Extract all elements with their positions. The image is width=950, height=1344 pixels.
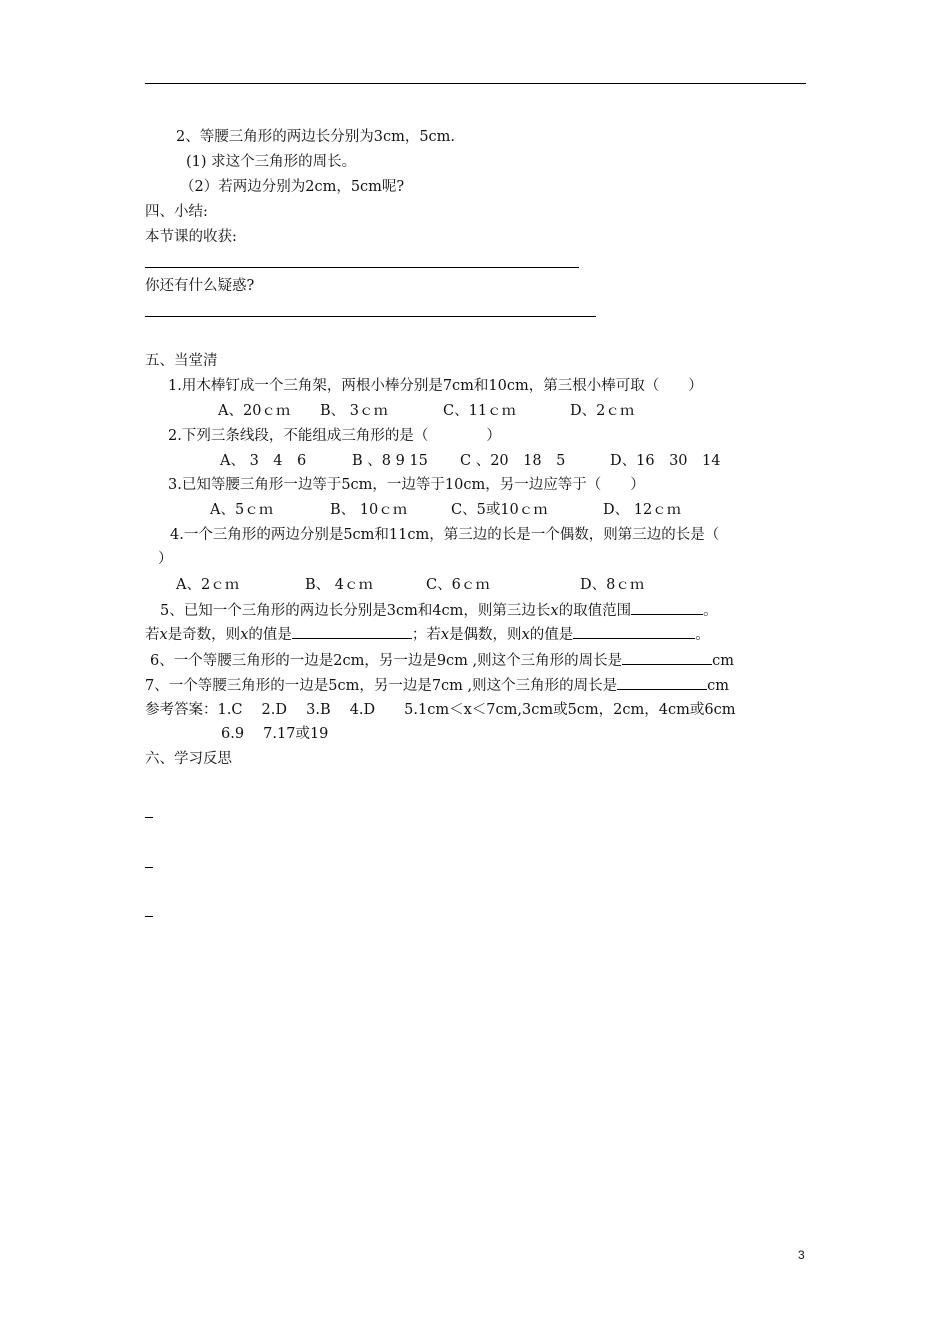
q7-answer-blank[interactable] (617, 675, 707, 690)
summary-doubt-label: 你还有什么疑惑? (145, 278, 255, 294)
q5-var-x-2: x (159, 627, 168, 643)
quiz-q7 (145, 675, 729, 696)
q1-option-c: C、11ｃｍ (443, 403, 517, 419)
q3-option-a: A、5ｃｍ (210, 502, 274, 518)
summary-heading: 四、小结: (145, 204, 208, 220)
q5-text-g: ；若 (411, 627, 441, 643)
q7-text: 7、一个等腰三角形的一边是5cm，另一边是7cm ,则这个三角形的周长是 (145, 678, 618, 694)
q5-text-f: 的值是 (248, 627, 292, 643)
answer-key-line2: 6.9 7.17或19 (221, 726, 329, 742)
quiz-q1: 1.用木棒钉成一个三角架，两根小棒分别是7cm和10cm，第三根小棒可取（ ） (168, 378, 703, 394)
q6-text: 6、一个等腰三角形的一边是2cm，另一边是9cm ,则这个三角形的周长是 (150, 653, 623, 669)
q5-even-blank[interactable] (573, 624, 695, 639)
q5-var-x-5: x (521, 627, 530, 643)
q7-unit: cm (707, 678, 730, 694)
q5-text-j: 。 (695, 627, 710, 643)
q5-text-a: 5、已知一个三角形的两边长分别是3cm和4cm，则第三边长 (160, 603, 551, 619)
q2-part1: (1) 求这个三角形的周长。 (186, 154, 357, 170)
q2-option-b: B 、8 9 15 (352, 453, 428, 469)
q4-option-b: B、 4ｃｍ (305, 577, 373, 593)
q5-range-blank[interactable] (631, 600, 703, 615)
reflection-line-2[interactable] (145, 867, 153, 868)
q5-var-x-4: x (440, 627, 450, 643)
quiz-q4-line1: 4.一个三角形的两边分别是5cm和11cm，第三边的长是一个偶数，则第三边的长是（ (170, 527, 720, 543)
quiz-q5-line1 (160, 600, 718, 621)
summary-gain-label: 本节课的收获: (145, 229, 237, 245)
q2-part2: （2）若两边分别为2cm，5cm呢? (180, 179, 405, 195)
q2-stem: 2、等腰三角形的两边长分别为3cm，5cm. (176, 129, 456, 145)
quiz-q4-line2: ） (158, 551, 173, 567)
q2-option-c: C 、20 18 5 (460, 453, 566, 469)
quiz-q3: 3.已知等腰三角形一边等于5cm，一边等于10cm，另一边应等于（ ） (168, 477, 645, 493)
quiz-heading: 五、当堂清 (145, 353, 218, 369)
q2-option-d: D、16 30 14 (610, 453, 721, 469)
q5-odd-blank[interactable] (292, 624, 412, 639)
q5-text-d: 若 (145, 627, 160, 643)
q5-text-h: 是偶数，则 (449, 627, 522, 643)
quiz-q6 (150, 650, 734, 671)
q5-text-i: 的值是 (529, 627, 574, 643)
q6-unit: cm (712, 653, 735, 669)
q6-answer-blank[interactable] (622, 650, 712, 665)
reflection-heading: 六、学习反思 (145, 751, 232, 767)
quiz-q2: 2.下列三条线段，不能组成三角形的是（ ） (168, 428, 501, 444)
q3-option-b: B、 10ｃｍ (330, 502, 408, 518)
gain-answer-line[interactable] (145, 267, 579, 268)
q5-text-e: 是奇数，则 (167, 627, 241, 643)
header-rule (145, 83, 806, 84)
q4-option-c: C、6ｃｍ (426, 577, 490, 593)
quiz-q5-line2 (145, 624, 710, 645)
doubt-answer-line[interactable] (145, 316, 596, 317)
q4-option-a: A、2ｃｍ (176, 577, 240, 593)
q5-var-x-3: x (240, 627, 249, 643)
q2-option-a: A、 3 4 6 (220, 453, 307, 469)
q3-option-d: D、 12ｃｍ (603, 502, 682, 518)
q1-option-a: A、20ｃｍ (218, 403, 291, 419)
q4-option-d: D、8ｃｍ (580, 577, 645, 593)
q5-text-c: 。 (703, 603, 718, 619)
answer-key-line1: 参考答案：1.C 2.D 3.B 4.D 5.1cm＜x＜7cm,3cm或5cm，2cm，4cm或6cm (145, 702, 736, 718)
reflection-line-1[interactable] (145, 817, 153, 818)
reflection-line-3[interactable] (145, 916, 153, 917)
q5-var-x: x (550, 603, 559, 619)
page-number: 3 (798, 1248, 805, 1262)
q1-option-d: D、2ｃｍ (570, 403, 635, 419)
q5-text-b: 的取值范围 (558, 603, 632, 619)
q3-option-c: C、5或10ｃｍ (451, 502, 548, 518)
q1-option-b: B、 3ｃｍ (320, 403, 388, 419)
